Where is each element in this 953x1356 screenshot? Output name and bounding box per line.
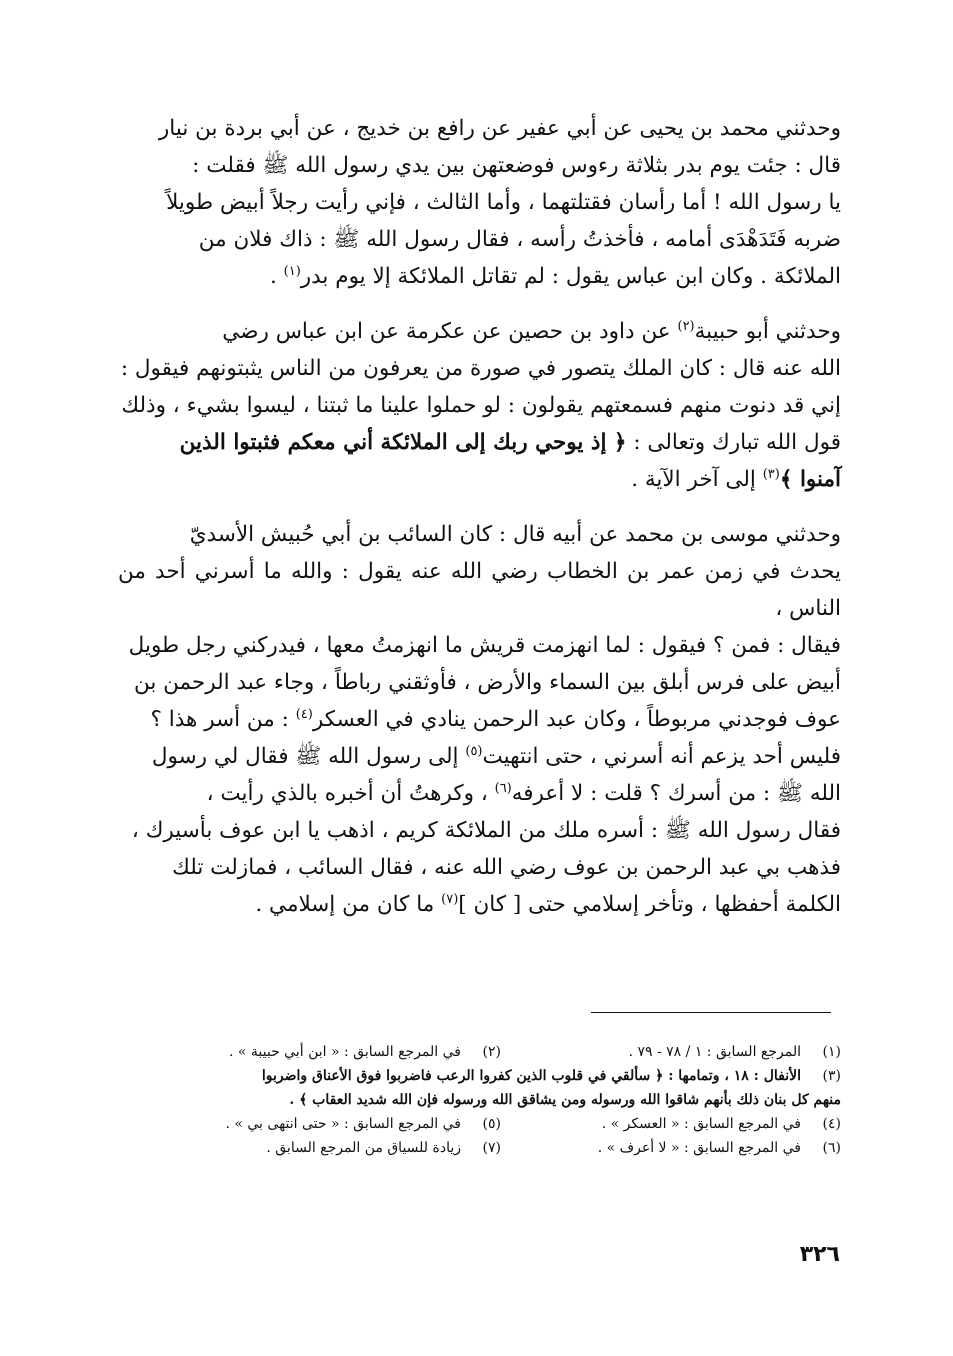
text-span: عوف فوجدني مربوطاً ، وكان عبد الرحمن ينادي في العسكر: [312, 707, 841, 732]
text-span: إلى آخر الآية .: [631, 467, 763, 492]
text-span: ، وكرهتُ أن أخبره بالذي رأيت ،: [206, 781, 495, 806]
footnote-number: (١): [822, 1044, 841, 1060]
footnote-text: في المرجع السابق : « العسكر » .: [601, 1116, 801, 1132]
footnote-row: [118, 1112, 841, 1136]
text-line: [118, 886, 841, 923]
quran-verse: ﴿ إذ يوحي ربك إلى الملائكة أني معكم فثبتوا الذين: [179, 430, 627, 455]
footnote-row: [118, 1040, 841, 1064]
footnote-number: (٣): [822, 1068, 841, 1084]
text-line: [118, 313, 841, 350]
text-span: الله ﷺ : من أسرك ؟ قلت : لا أعرفه: [511, 781, 841, 806]
footnote-text: المرجع السابق : ١ / ٧٨ - ٧٩ .: [628, 1044, 801, 1060]
text-span: عن داود بن حصين عن عكرمة عن ابن عباس رضي: [222, 319, 678, 344]
page-body: [118, 110, 841, 941]
footnote-text: في المرجع السابق : « ابن أبي حبيبة » .: [228, 1044, 461, 1060]
quran-verse: آمنوا ﴾: [779, 467, 841, 492]
footnote-ref: (٧): [441, 891, 459, 907]
footnote-ref: (٤): [295, 706, 313, 722]
footnote-separator: [591, 1012, 831, 1013]
text-line: يحدث في زمن عمر بن الخطاب رضي الله عنه يقول : والله ما أسرني أحد من الناس ،: [118, 559, 841, 621]
text-line: [118, 461, 841, 498]
footnote-row: [118, 1136, 841, 1160]
footnote-number: (٧): [482, 1140, 501, 1156]
text-span: .: [269, 264, 284, 289]
text-line: فقال رسول الله ﷺ : أسره ملك من الملائكة كريم ، اذهب يا ابن عوف بأسيرك ،: [131, 818, 841, 843]
footnote-row: [118, 1064, 841, 1088]
text-span: الملائكة . وكان ابن عباس يقول : لم تقاتل الملائكة إلا يوم بدر: [300, 264, 841, 289]
text-span: إلى رسول الله ﷺ فقال لي رسول: [151, 744, 466, 769]
text-span: فليس أحد يزعم أنه أسرني ، حتى انتهيت: [482, 744, 841, 769]
text-line: الله عنه قال : كان الملك يتصور في صورة من يعرفون من الناس يثبتونهم فيقول :: [120, 356, 841, 381]
text-span: وحدثني أبو حبيبة: [694, 319, 841, 344]
text-line: فذهب بي عبد الرحمن بن عوف رضي الله عنه ، فقال السائب ، فمازلت تلك: [172, 855, 841, 880]
footnote-number: (٤): [822, 1116, 841, 1132]
text-line: قال : جئت يوم بدر بثلاثة رءوس فوضعتهن بين يدي رسول الله ﷺ فقلت :: [192, 153, 841, 178]
text-line: [118, 424, 841, 461]
text-span: قول الله تبارك وتعالى :: [626, 430, 841, 455]
text-line: [118, 701, 841, 738]
footnote-text: في المرجع السابق : « لا أعرف » .: [597, 1140, 801, 1156]
paragraph-1: [118, 110, 841, 295]
footnote-text: في المرجع السابق : « حتى انتهى بي » .: [225, 1116, 461, 1132]
text-line: [118, 775, 841, 812]
text-line: فيقال : فمن ؟ فيقول : لما انهزمت قريش ما انهزمتُ معها ، فيدركني رجل طويل: [128, 633, 841, 658]
footnote-ref: (٣): [762, 466, 780, 482]
text-line: يا رسول الله ! أما رأسان فقتلتهما ، وأما الثالث ، فإني رأيت رجلاً أبيض طويلاً: [166, 190, 841, 215]
footnote-text: الأنفال : ١٨ ، وتمامها : ﴿ سألقي في قلوب الذين كفروا الرعب فاضربوا فوق الأعناق واضربوا: [261, 1068, 801, 1084]
page-number: ٣٢٦: [799, 1242, 840, 1267]
text-line: وحدثني محمد بن يحيى عن أبي عفير عن رافع بن خديج ، عن أبي بردة بن نيار: [158, 116, 841, 141]
footnote-ref: (٢): [677, 318, 695, 334]
text-line: إني قد دنوت منهم فسمعتهم يقولون : لو حملوا علينا ما ثبتنا ، ليسوا بشيء ، وذلك: [121, 393, 841, 418]
footnote-ref: (٦): [494, 780, 512, 796]
paragraph-2: [118, 313, 841, 498]
footnotes: [118, 1040, 841, 1160]
text-line: [118, 738, 841, 775]
footnote-row: [118, 1088, 841, 1112]
text-line: وحدثني موسى بن محمد عن أبيه قال : كان السائب بن أبي حُبيش الأسديّ: [189, 522, 841, 547]
footnote-number: (٢): [482, 1044, 501, 1060]
text-span: الكلمة أحفظها ، وتأخر إسلامي حتى [ كان ]: [458, 892, 841, 917]
footnote-ref: (١): [283, 263, 301, 279]
paragraph-3: [118, 516, 841, 923]
footnote-ref: (٥): [465, 743, 483, 759]
text-line: أبيض على فرس أبلق بين السماء والأرض ، فأوثقني رباطاً ، وجاء عبد الرحمن بن: [133, 670, 841, 695]
footnote-number: (٦): [822, 1140, 841, 1156]
footnote-text: منهم كل بنان ذلك بأنهم شاقوا الله ورسوله ومن يشاقق الله ورسوله فإن الله شديد العقاب ﴾ .: [289, 1092, 841, 1108]
text-span: : من أسر هذا ؟: [150, 707, 296, 732]
footnote-number: (٥): [482, 1116, 501, 1132]
text-line: [118, 258, 841, 295]
text-span: ما كان من إسلامي .: [255, 892, 442, 917]
text-line: ضربه فَتَدَهْدَى أمامه ، فأخذتُ رأسه ، فقال رسول الله ﷺ : ذاك فلان من: [198, 227, 841, 252]
footnote-text: زيادة للسياق من المرجع السابق .: [266, 1140, 461, 1156]
